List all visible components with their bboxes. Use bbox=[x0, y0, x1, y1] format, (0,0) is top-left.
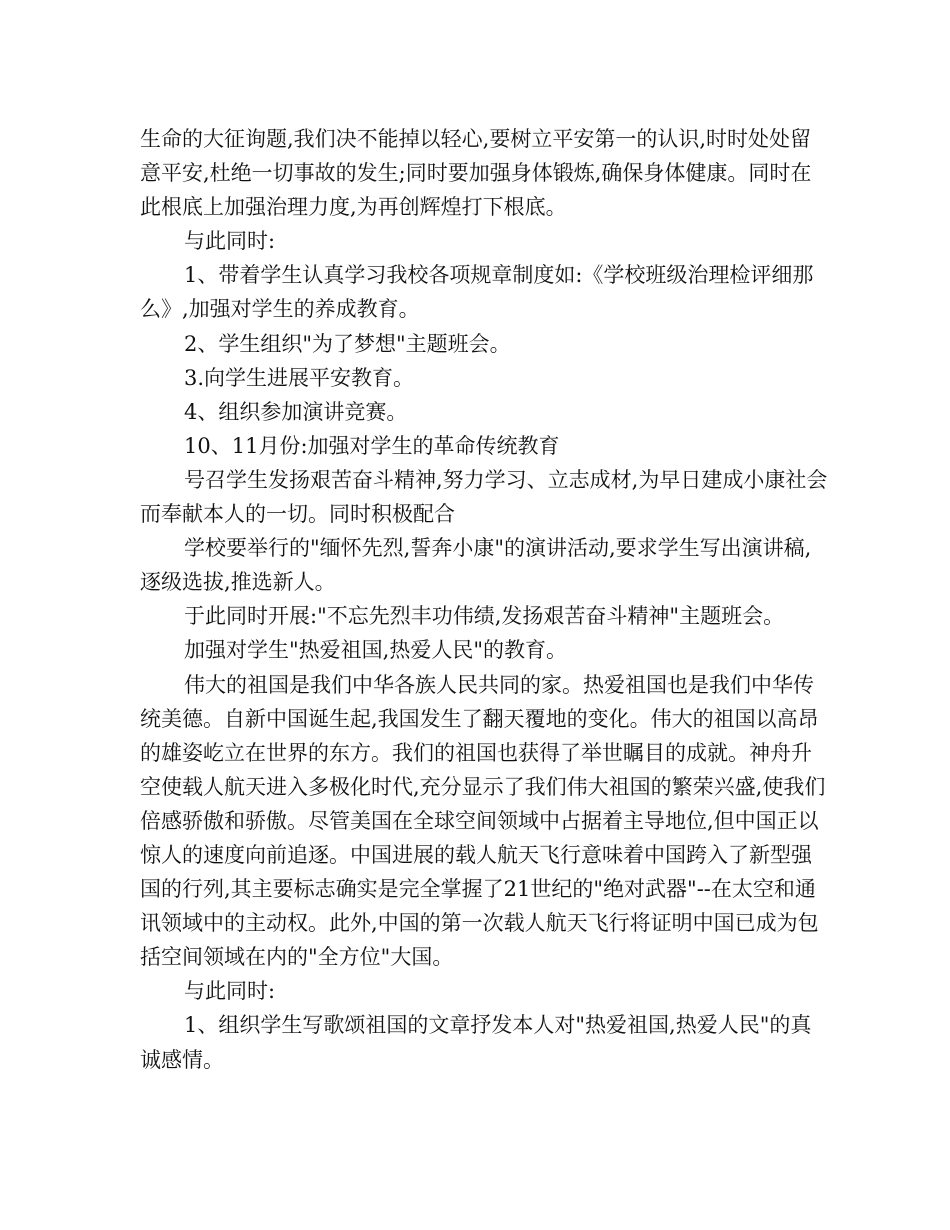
paragraph: 10、11月份:加强对学生的革命传统教育 bbox=[184, 433, 560, 458]
document-body bbox=[140, 122, 830, 1077]
paragraph: 加强对学生"热爱祖国,热爱人民"的教育。 bbox=[184, 638, 567, 663]
paragraph: 生命的大征询题,我们决不能掉以轻心,要树立平安第一的认识,时时处处留意平安,杜绝一切事故的发生;同时要加强身体锻炼,确保身体健康。同时在此根底上加强治理力度,为再创辉煌打下根底。 bbox=[140, 127, 812, 220]
paragraph: 与此同时: bbox=[184, 229, 276, 254]
paragraph: 与此同时: bbox=[184, 979, 276, 1004]
paragraph: 4、组织参加演讲竞赛。 bbox=[184, 399, 408, 424]
paragraph: 号召学生发扬艰苦奋斗精神,努力学习、立志成材,为早日建成小康社会而奉献本人的一切。同时积极配合 bbox=[140, 467, 828, 527]
paragraph: 1、带着学生认真学习我校各项规章制度如:《学校班级治理检评细那么》,加强对学生的养成教育。 bbox=[140, 263, 814, 322]
paragraph: 1、组织学生写歌颂祖国的文章抒发本人对"热爱祖国,热爱人民"的真诚感情。 bbox=[140, 1013, 812, 1072]
paragraph: 伟大的祖国是我们中华各族人民共同的家。热爱祖国也是我们中华传统美德。自新中国诞生起,我国发生了翻天覆地的变化。伟大的祖国以高昂的雄姿屹立在世界的东方。我们的祖国也获得了举世瞩目的成就。神舟升空使载人航天进入多极化时代,充分显示了我们伟大祖国的繁荣兴盛,使我们倍感骄傲和骄傲。尽管美国在全球空间领域中占据着主导地位,但中国正以惊人的速度向前追逐。中国进展的载人航天飞行意味着中国跨入了新型强国的行列,其主要标志确实是完全掌握了21世纪的"绝对武器"--在太空和通讯领域中的主动权。此外,中国的第一次载人航天飞行将证明中国已成为包括空间领域在内的"全方位"大国。 bbox=[140, 672, 826, 970]
paragraph: 2、学生组织"为了梦想"主题班会。 bbox=[184, 331, 511, 356]
paragraph: 于此同时开展:"不忘先烈丰功伟绩,发扬艰苦奋斗精神"主题班会。 bbox=[184, 604, 785, 629]
paragraph: 3.向学生进展平安教育。 bbox=[184, 365, 415, 390]
paragraph: 学校要举行的"缅怀先烈,誓奔小康"的演讲活动,要求学生写出演讲稿,逐级选拔,推选新人。 bbox=[140, 536, 812, 595]
